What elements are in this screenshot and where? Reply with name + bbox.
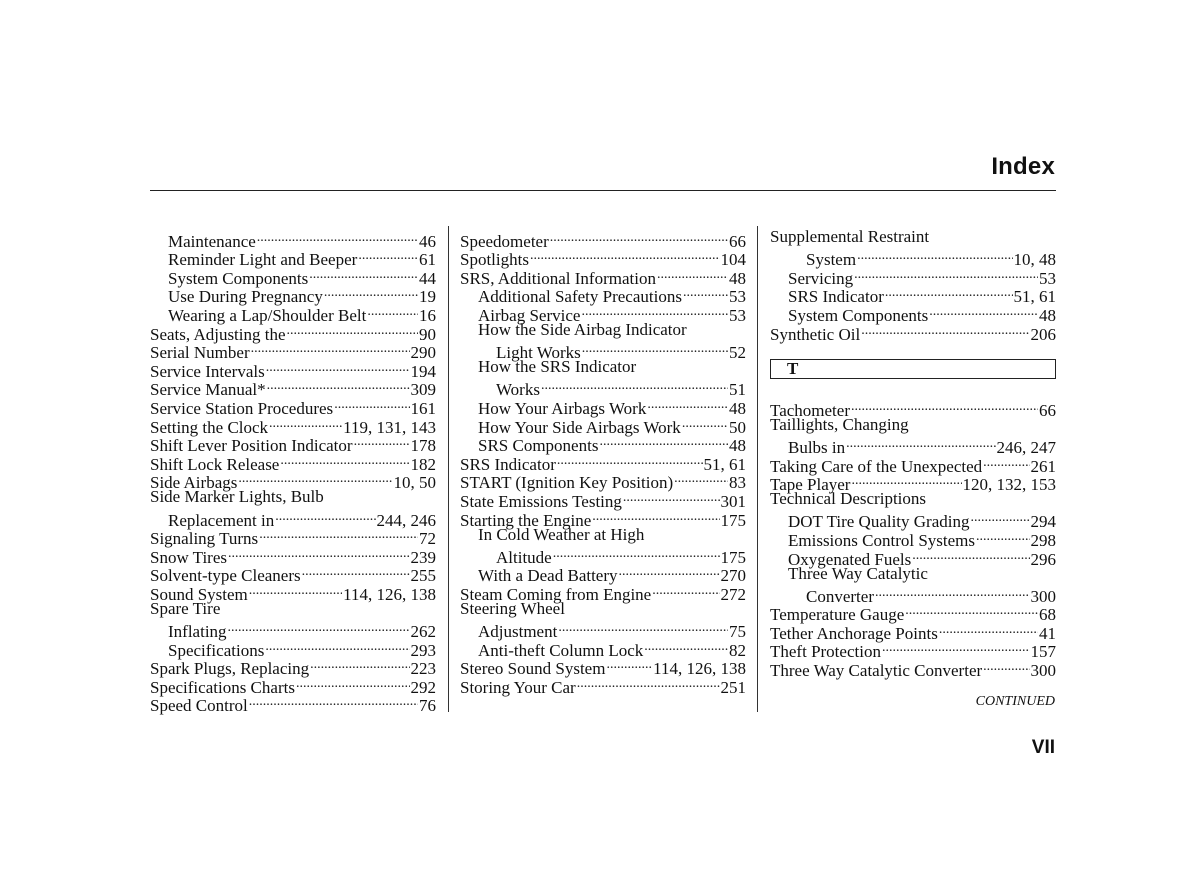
index-entry: [770, 472, 1056, 495]
leader-dots: [976, 527, 1029, 546]
entry-pages: 194: [410, 361, 436, 381]
entry-label: Solvent-type Cleaners: [150, 566, 301, 586]
leader-dots: [885, 284, 1013, 303]
leader-dots: [882, 639, 1030, 658]
entry-pages: 161: [410, 398, 436, 418]
entry-label: Works: [496, 380, 540, 400]
leader-dots: [857, 247, 1012, 266]
index-entry: [770, 639, 1056, 662]
entry-label: System: [806, 250, 857, 270]
index-entry: [150, 470, 436, 493]
entry-label: Specifications: [168, 640, 265, 660]
entry-pages: 104: [720, 250, 746, 270]
index-entry: [770, 416, 1056, 435]
leader-dots: [287, 321, 418, 340]
entry-label: Service Manual*: [150, 380, 266, 400]
index-entry: [460, 544, 746, 567]
leader-dots: [296, 674, 410, 693]
entry-pages: 53: [729, 305, 746, 325]
index-column-1: [150, 228, 436, 716]
entry-pages: 157: [1030, 642, 1056, 662]
entry-pages: 292: [410, 677, 436, 697]
leader-dots: [939, 620, 1038, 639]
entry-label: Speed Control: [150, 696, 248, 716]
index-entry: [460, 321, 746, 340]
entry-pages: 44: [419, 268, 436, 288]
entry-label: Snow Tires: [150, 547, 228, 567]
entry-label: Three Way Catalytic: [788, 563, 928, 583]
index-entry: [460, 377, 746, 400]
index-entry: [460, 674, 746, 697]
entry-pages: 75: [729, 622, 746, 642]
page-title: Index: [991, 153, 1055, 180]
index-entry: [150, 433, 436, 456]
index-entry: [770, 565, 1056, 584]
leader-dots: [228, 618, 410, 637]
entry-pages: 66: [1039, 400, 1056, 420]
index-entry: [150, 247, 436, 270]
leader-dots: [846, 434, 995, 453]
index-entry: [460, 247, 746, 270]
index-entry: [770, 434, 1056, 457]
entry-label: Light Works: [496, 343, 581, 363]
entry-label: Starting the Engine: [460, 510, 592, 530]
index-entry: [770, 302, 1056, 325]
index-entry: [460, 395, 746, 418]
entry-pages: 298: [1030, 530, 1056, 550]
index-column-3: [770, 227, 1056, 681]
entry-label: Sound System: [150, 584, 248, 604]
index-entry: [150, 377, 436, 400]
index-entry: [460, 656, 746, 679]
entry-pages: 246, 247: [996, 437, 1056, 457]
entry-pages: 300: [1030, 661, 1056, 681]
leader-dots: [228, 544, 409, 563]
entry-label: Speedometer: [460, 231, 549, 251]
leader-dots: [367, 302, 418, 321]
leader-dots: [674, 470, 728, 489]
leader-dots: [647, 395, 728, 414]
column-divider: [757, 226, 758, 712]
entry-pages: 48: [729, 436, 746, 456]
leader-dots: [302, 563, 410, 582]
index-entry: [460, 618, 746, 642]
leader-dots: [606, 656, 652, 675]
entry-pages: 255: [410, 566, 436, 586]
entry-pages: 119, 131, 143: [343, 417, 436, 437]
index-entry: [460, 358, 746, 377]
entry-pages: 51: [729, 380, 746, 400]
index-entry: [150, 302, 436, 325]
leader-dots: [266, 358, 410, 377]
entry-label: SRS, Additional Information: [460, 268, 656, 288]
index-entry: [770, 247, 1056, 270]
entry-label: Stereo Sound System: [460, 659, 606, 679]
entry-pages: 50: [729, 417, 746, 437]
entry-pages: 262: [410, 622, 436, 642]
leader-dots: [541, 377, 728, 396]
leader-dots: [553, 544, 720, 563]
entry-label: Specifications Charts: [150, 677, 295, 697]
index-entry: [150, 284, 436, 307]
leader-dots: [619, 563, 720, 582]
index-entry: [460, 563, 746, 586]
leader-dots: [267, 377, 410, 396]
page-number: VII: [1031, 737, 1055, 758]
leader-dots: [851, 472, 961, 491]
leader-dots: [875, 583, 1030, 602]
entry-label: Shift Lock Release: [150, 454, 280, 474]
entry-pages: 53: [1039, 268, 1056, 288]
leader-dots: [265, 637, 409, 656]
index-entry: [770, 620, 1056, 643]
entry-pages: 10, 48: [1013, 250, 1056, 270]
leader-dots: [983, 657, 1029, 676]
index-entry: [460, 340, 746, 363]
leader-dots: [530, 247, 720, 266]
entry-label: Signaling Turns: [150, 529, 259, 549]
index-entry: [460, 581, 746, 604]
entry-pages: 16: [419, 305, 436, 325]
index-entry: [770, 583, 1056, 606]
entry-pages: 46: [419, 231, 436, 251]
leader-dots: [851, 397, 1038, 416]
entry-label: Tachometer: [770, 400, 850, 420]
entry-pages: 61: [419, 250, 436, 270]
index-entry: [770, 284, 1056, 307]
entry-pages: 178: [410, 436, 436, 456]
leader-dots: [623, 488, 720, 507]
entry-label: DOT Tire Quality Grading: [788, 512, 970, 532]
entry-pages: 270: [720, 566, 746, 586]
entry-pages: 296: [1030, 549, 1056, 569]
entry-label: How Your Airbags Work: [478, 398, 647, 418]
entry-pages: 294: [1030, 512, 1056, 532]
leader-dots: [257, 228, 418, 247]
leader-dots: [592, 507, 719, 526]
index-column-2: [460, 228, 746, 697]
leader-dots: [644, 637, 728, 656]
leader-dots: [657, 265, 728, 284]
leader-dots: [652, 581, 719, 600]
entry-label: Side Marker Lights, Bulb: [150, 487, 324, 507]
index-entry: [150, 674, 436, 697]
entry-pages: 261: [1030, 456, 1056, 476]
leader-dots: [683, 284, 728, 303]
entry-pages: 182: [410, 454, 436, 474]
entry-pages: 251: [720, 677, 746, 697]
entry-label: Taking Care of the Unexpected: [770, 456, 983, 476]
entry-pages: 114, 126, 138: [653, 659, 746, 679]
column-divider: [448, 226, 449, 712]
continued-note: CONTINUED: [975, 694, 1055, 709]
entry-pages: 68: [1039, 605, 1056, 625]
entry-label: Steam Coming from Engine: [460, 584, 652, 604]
entry-label: Oxygenated Fuels: [788, 549, 912, 569]
entry-label: Replacement in: [168, 510, 275, 530]
leader-dots: [251, 340, 410, 359]
index-entry: [150, 581, 436, 604]
index-entry: [150, 693, 436, 716]
leader-dots: [249, 693, 418, 712]
leader-dots: [854, 265, 1038, 284]
leader-dots: [280, 451, 409, 470]
entry-label: SRS Indicator: [788, 287, 884, 307]
entry-pages: 175: [720, 547, 746, 567]
entry-label: Reminder Light and Beeper: [168, 250, 358, 270]
entry-label: System Components: [788, 305, 929, 325]
entry-pages: 51, 61: [703, 454, 746, 474]
index-entry: [150, 395, 436, 418]
leader-dots: [238, 470, 392, 489]
entry-label: Spotlights: [460, 250, 529, 270]
entry-label: With a Dead Battery: [478, 566, 618, 586]
entry-pages: 293: [410, 640, 436, 660]
entry-pages: 244, 246: [376, 510, 436, 530]
index-entry: [150, 228, 436, 251]
entry-pages: 76: [419, 696, 436, 716]
entry-pages: 53: [729, 287, 746, 307]
index-entry: [460, 470, 746, 493]
entry-pages: 10, 50: [393, 473, 436, 493]
entry-pages: 51, 61: [1013, 287, 1056, 307]
entry-label: Spark Plugs, Replacing: [150, 659, 310, 679]
entry-label: How the Side Airbag Indicator: [478, 319, 687, 339]
leader-dots: [905, 602, 1038, 621]
entry-label: Altitude: [496, 547, 552, 567]
entry-label: Anti-theft Column Lock: [478, 640, 644, 660]
entry-label: Emissions Control Systems: [788, 530, 976, 550]
index-entry: [770, 228, 1056, 247]
index-entry: [770, 602, 1056, 625]
leader-dots: [929, 302, 1038, 321]
leader-dots: [558, 618, 728, 637]
index-entry: [150, 507, 436, 530]
entry-label: In Cold Weather at High: [478, 524, 645, 544]
entry-pages: 301: [720, 491, 746, 511]
entry-pages: 48: [729, 398, 746, 418]
index-entry: [770, 657, 1056, 681]
entry-label: Side Airbags: [150, 473, 238, 493]
entry-label: Service Station Procedures: [150, 398, 334, 418]
leader-dots: [682, 414, 728, 433]
leader-dots: [358, 247, 418, 266]
entry-label: How the SRS Indicator: [478, 357, 637, 377]
entry-label: Bulbs in: [788, 437, 846, 457]
entry-label: Use During Pregnancy: [168, 287, 323, 307]
entry-label: Additional Safety Precautions: [478, 287, 682, 307]
entry-label: Three Way Catalytic Converter: [770, 661, 983, 681]
entry-label: Seats, Adjusting the: [150, 324, 286, 344]
leader-dots: [259, 526, 418, 545]
entry-label: Tape Player: [770, 475, 851, 495]
index-entry: [460, 433, 746, 456]
leader-dots: [971, 509, 1030, 528]
index-entry: [460, 228, 746, 251]
entry-pages: 48: [1039, 305, 1056, 325]
entry-label: How Your Side Airbags Work: [478, 417, 681, 437]
entry-label: Temperature Gauge: [770, 605, 905, 625]
entry-pages: 223: [410, 659, 436, 679]
index-entry: [770, 527, 1056, 550]
entry-pages: 41: [1039, 623, 1056, 643]
leader-dots: [557, 451, 703, 470]
index-entry: [460, 302, 746, 325]
entry-pages: 83: [729, 473, 746, 493]
entry-label: Airbag Service: [478, 305, 581, 325]
entry-pages: 48: [729, 268, 746, 288]
entry-label: Tether Anchorage Points: [770, 623, 938, 643]
index-entry: [150, 340, 436, 363]
index-entry: [150, 618, 436, 642]
entry-label: System Components: [168, 268, 309, 288]
entry-label: SRS Indicator: [460, 454, 556, 474]
entry-pages: 120, 132, 153: [962, 475, 1056, 495]
entry-pages: 175: [720, 510, 746, 530]
entry-pages: 272: [720, 584, 746, 604]
index-entry: [460, 488, 746, 511]
entry-pages: 82: [729, 640, 746, 660]
leader-dots: [983, 453, 1029, 472]
entry-pages: 114, 126, 138: [343, 584, 436, 604]
entry-label: State Emissions Testing: [460, 491, 622, 511]
index-entry: [460, 284, 746, 307]
entry-pages: 52: [729, 343, 746, 363]
leader-dots: [581, 302, 728, 321]
section-letter-box: T: [770, 359, 1056, 379]
entry-label: Steering Wheel: [460, 598, 565, 618]
entry-label: Inflating: [168, 622, 227, 642]
entry-label: Spare Tire: [150, 598, 221, 618]
leader-dots: [577, 674, 720, 693]
leader-dots: [309, 265, 418, 284]
entry-pages: 72: [419, 529, 436, 549]
entry-pages: 239: [410, 547, 436, 567]
leader-dots: [310, 656, 409, 675]
leader-dots: [861, 321, 1029, 340]
entry-label: Wearing a Lap/Shoulder Belt: [168, 305, 367, 325]
index-entry: [150, 563, 436, 586]
entry-pages: 66: [729, 231, 746, 251]
entry-label: Shift Lever Position Indicator: [150, 436, 353, 456]
leader-dots: [324, 284, 418, 303]
entry-label: Taillights, Changing: [770, 414, 909, 434]
entry-label: START (Ignition Key Position): [460, 473, 674, 493]
entry-label: Adjustment: [478, 622, 558, 642]
index-entry: [770, 397, 1056, 420]
index-entry: [770, 509, 1056, 532]
entry-pages: 290: [410, 343, 436, 363]
entry-pages: 309: [410, 380, 436, 400]
index-entry: [150, 656, 436, 679]
entry-label: Technical Descriptions: [770, 489, 927, 509]
leader-dots: [269, 414, 342, 433]
index-entry: [150, 526, 436, 549]
header-rule: [150, 190, 1056, 191]
leader-dots: [275, 507, 375, 526]
leader-dots: [912, 546, 1029, 565]
entry-label: SRS Components: [478, 436, 599, 456]
entry-label: Supplemental Restraint: [770, 227, 930, 246]
entry-label: Maintenance: [168, 231, 256, 251]
entry-label: Setting the Clock: [150, 417, 269, 437]
leader-dots: [354, 433, 410, 452]
entry-label: Synthetic Oil: [770, 324, 861, 344]
entry-label: Storing Your Car: [460, 677, 576, 697]
entry-pages: 90: [419, 324, 436, 344]
entry-pages: 206: [1030, 324, 1056, 344]
entry-label: Converter: [806, 586, 874, 606]
entry-label: Servicing: [788, 268, 854, 288]
index-entry: [460, 526, 746, 545]
leader-dots: [249, 581, 342, 600]
leader-dots: [582, 340, 728, 359]
entry-pages: 19: [419, 287, 436, 307]
leader-dots: [550, 228, 728, 247]
entry-label: Theft Protection: [770, 642, 881, 662]
leader-dots: [334, 395, 409, 414]
entry-pages: 300: [1030, 586, 1056, 606]
leader-dots: [599, 433, 728, 452]
entry-label: Service Intervals: [150, 361, 265, 381]
entry-label: Serial Number: [150, 343, 250, 363]
